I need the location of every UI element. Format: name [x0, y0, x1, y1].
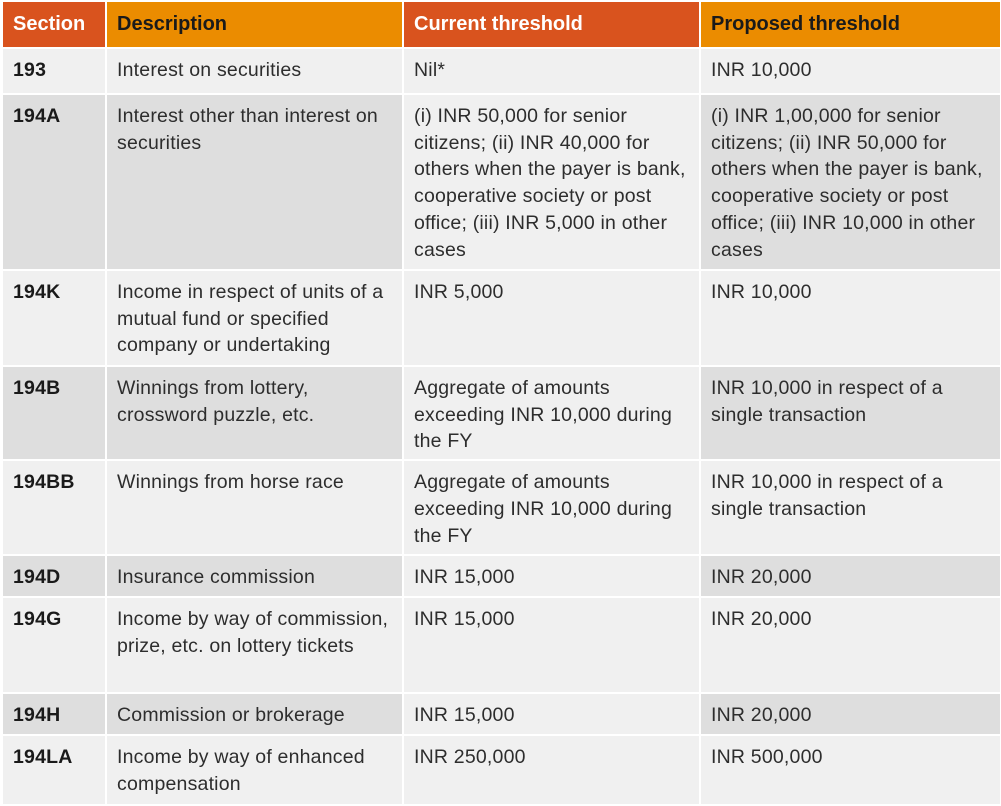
cell-description: Income by way of commission, prize, etc. on lottery tickets [107, 598, 402, 692]
table-row [3, 556, 1000, 596]
header-section: Section [3, 2, 105, 47]
table-row [3, 367, 1000, 459]
cell-proposed-threshold: INR 10,000 in respect of a single transaction [701, 461, 1000, 554]
cell-description: Commission or brokerage [107, 694, 402, 734]
cell-description: Insurance commission [107, 556, 402, 596]
cell-proposed-threshold: INR 10,000 in respect of a single transaction [701, 367, 1000, 459]
cell-proposed-threshold: INR 20,000 [701, 598, 1000, 692]
cell-proposed-threshold: INR 10,000 [701, 49, 1000, 93]
table-row [3, 271, 1000, 365]
cell-proposed-threshold: INR 500,000 [701, 736, 1000, 804]
cell-description: Income in respect of units of a mutual fund or specified company or undertaking [107, 271, 402, 365]
cell-description: Winnings from horse race [107, 461, 402, 554]
cell-proposed-threshold: (i) INR 1,00,000 for senior citizens; (ii) INR 50,000 for others when the payer is bank, cooperative society or post office; (iii) INR 10,000 in other cases [701, 95, 1000, 269]
cell-section: 194BB [3, 461, 105, 554]
table-header-row [3, 2, 1000, 47]
header-proposed-threshold: Proposed threshold [701, 2, 1000, 47]
cell-proposed-threshold: INR 10,000 [701, 271, 1000, 365]
cell-current-threshold: Aggregate of amounts exceeding INR 10,000 during the FY [404, 461, 699, 554]
cell-description: Interest on securities [107, 49, 402, 93]
header-current-threshold: Current threshold [404, 2, 699, 47]
cell-current-threshold: INR 15,000 [404, 598, 699, 692]
cell-description: Interest other than interest on securities [107, 95, 402, 269]
cell-current-threshold: INR 5,000 [404, 271, 699, 365]
cell-current-threshold: Nil* [404, 49, 699, 93]
cell-section: 194LA [3, 736, 105, 804]
table-row [3, 694, 1000, 734]
cell-proposed-threshold: INR 20,000 [701, 556, 1000, 596]
cell-description: Income by way of enhanced compensation [107, 736, 402, 804]
cell-current-threshold: (i) INR 50,000 for senior citizens; (ii) INR 40,000 for others when the payer is bank, cooperative society or post office; (iii) INR 5,000 in other cases [404, 95, 699, 269]
cell-section: 194H [3, 694, 105, 734]
table-row [3, 49, 1000, 93]
cell-section: 194A [3, 95, 105, 269]
table-row [3, 95, 1000, 269]
cell-section: 194D [3, 556, 105, 596]
cell-current-threshold: Aggregate of amounts exceeding INR 10,000 during the FY [404, 367, 699, 459]
table-row [3, 736, 1000, 804]
cell-current-threshold: INR 15,000 [404, 556, 699, 596]
cell-current-threshold: INR 250,000 [404, 736, 699, 804]
cell-description: Winnings from lottery, crossword puzzle, etc. [107, 367, 402, 459]
cell-proposed-threshold: INR 20,000 [701, 694, 1000, 734]
tds-threshold-table [1, 0, 1001, 806]
cell-current-threshold: INR 15,000 [404, 694, 699, 734]
table-row [3, 461, 1000, 554]
header-description: Description [107, 2, 402, 47]
cell-section: 194G [3, 598, 105, 692]
table-row [3, 598, 1000, 692]
cell-section: 194B [3, 367, 105, 459]
cell-section: 193 [3, 49, 105, 93]
cell-section: 194K [3, 271, 105, 365]
